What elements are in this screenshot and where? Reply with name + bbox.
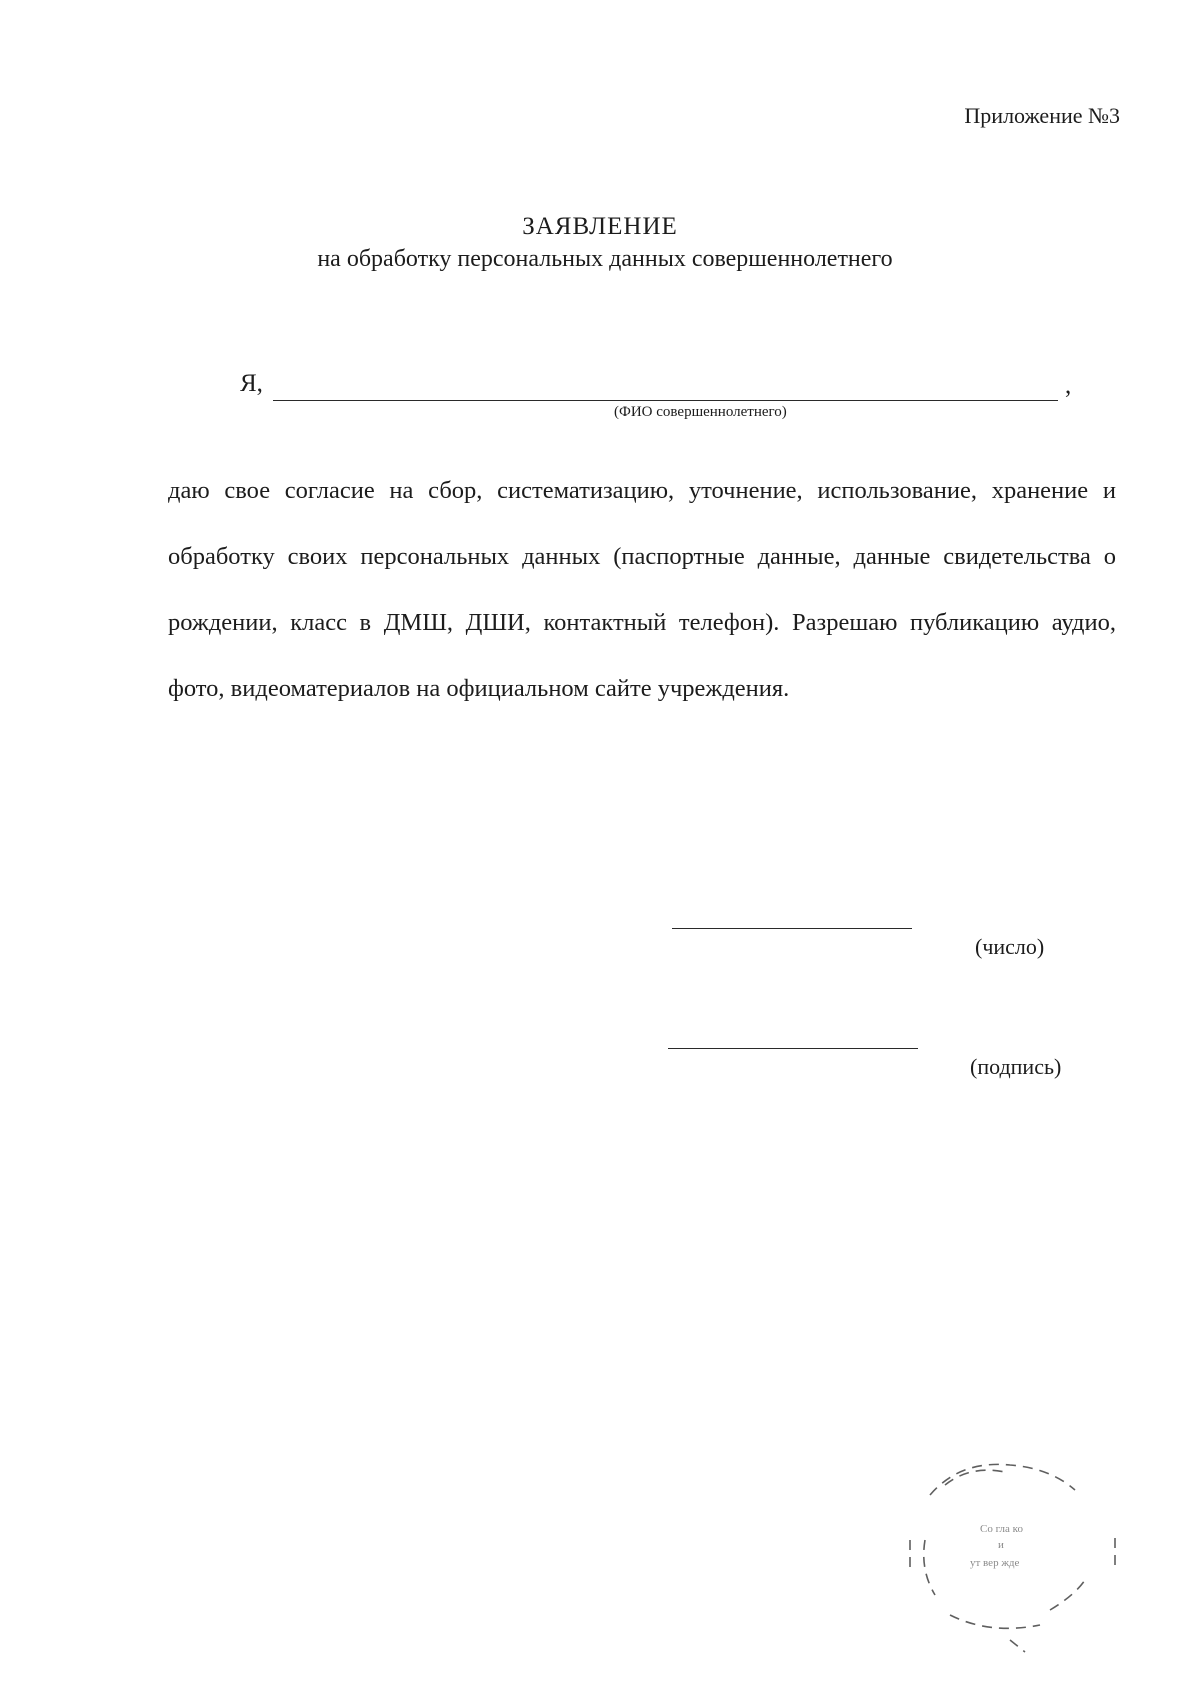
fio-blank-line [273, 400, 1058, 401]
seal-stamp-icon [890, 1420, 1130, 1660]
stamp-text-line2: и [998, 1539, 1004, 1551]
document-subtitle: на обработку персональных данных совершеннолетнего [317, 246, 893, 272]
signature-block [660, 1040, 1100, 1080]
fio-comma: , [1065, 372, 1072, 399]
signature-blank-line [668, 1048, 918, 1049]
date-block [660, 920, 1100, 960]
fio-prefix: Я, [240, 370, 263, 397]
date-blank-line [672, 928, 912, 929]
consent-body-text: даю свое согласие на сбор, систематизацию, уточнение, использование, хранение и обработку своих персональных данных (паспортные данные, данные свидетельства о рождении, класс в ДМШ, ДШИ, контактный телефон). Разрешаю публикацию аудио, фото, видеоматериалов на официальном сайте учреждения. [168, 477, 1116, 702]
document-title: ЗАЯВЛЕНИЕ [522, 213, 678, 240]
fio-hint: (ФИО совершеннолетнего) [614, 404, 787, 420]
stamp-text-line1: Со гла ко [980, 1523, 1023, 1535]
stamp-text-line3: ут вер жде [970, 1557, 1020, 1569]
date-label: (число) [975, 934, 1045, 959]
fio-row [240, 370, 1070, 404]
signature-label: (подпись) [970, 1054, 1062, 1079]
appendix-label: Приложение №3 [964, 103, 1120, 128]
